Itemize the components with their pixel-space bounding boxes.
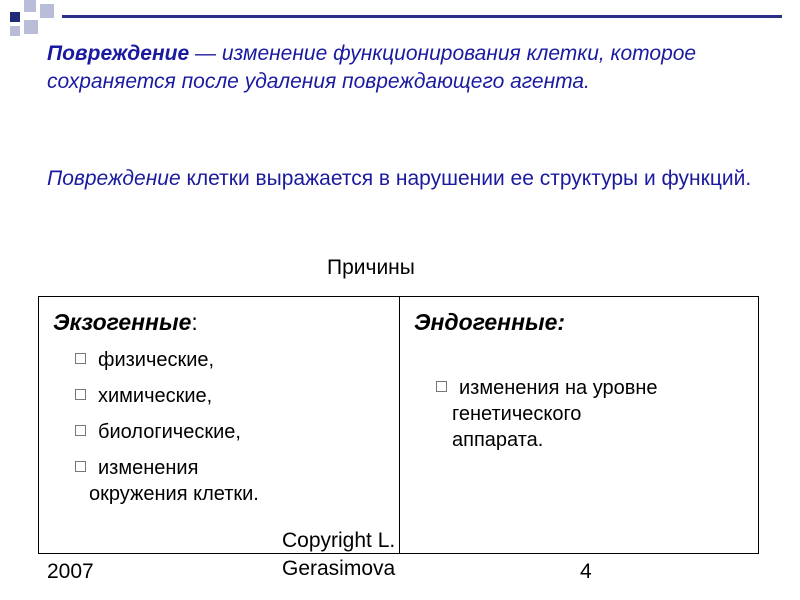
exogenous-column xyxy=(39,297,400,553)
footer-year: 2007 xyxy=(47,560,94,583)
list-item xyxy=(75,455,259,507)
footer-copyright xyxy=(282,527,395,583)
exogenous-heading-colon: : xyxy=(191,309,198,335)
causes-title: Причины xyxy=(327,256,415,279)
endogenous-column xyxy=(400,297,758,553)
list-item xyxy=(75,347,259,373)
endogenous-list xyxy=(436,375,736,463)
exogenous-heading xyxy=(53,309,198,336)
expression-paragraph xyxy=(47,165,767,193)
exogenous-list xyxy=(75,347,259,517)
causes-table xyxy=(38,296,759,554)
deco-square xyxy=(10,12,20,22)
expression-text: клетки выражается в нарушении ее структуры и функций. xyxy=(180,167,752,190)
deco-square xyxy=(10,26,20,36)
list-item xyxy=(436,375,736,453)
square-bullet-icon xyxy=(75,389,86,400)
square-bullet-icon xyxy=(436,381,447,392)
exogenous-heading-text: Экзогенные xyxy=(53,309,192,335)
definition-term: Повреждение xyxy=(47,42,190,65)
deco-square xyxy=(40,4,54,18)
expression-term: Повреждение xyxy=(47,167,181,190)
page-number: 4 xyxy=(580,560,592,583)
deco-square xyxy=(24,0,36,12)
list-item-text: изменения xyxy=(98,457,199,479)
square-bullet-icon xyxy=(75,353,86,364)
list-item-text-continuation: генетического xyxy=(452,403,582,425)
list-item-text: биологические, xyxy=(98,421,241,443)
list-item-text: физические, xyxy=(98,349,215,371)
list-item xyxy=(75,419,259,445)
list-item-text-continuation: аппарата. xyxy=(452,429,544,451)
list-item-text-continuation: окружения клетки. xyxy=(89,483,259,505)
square-bullet-icon xyxy=(75,425,86,436)
definition-paragraph xyxy=(47,40,767,96)
list-item xyxy=(75,383,259,409)
deco-square xyxy=(24,20,38,34)
square-bullet-icon xyxy=(75,461,86,472)
endogenous-heading: Эндогенные: xyxy=(414,309,566,335)
copyright-line: Copyright L. xyxy=(282,529,396,552)
copyright-line: Gerasimova xyxy=(282,557,396,580)
list-item-text: химические, xyxy=(98,385,213,407)
definition-text: — изменение функционирования клетки, которое сохраняется после удаления повреждающего агента. xyxy=(47,42,697,93)
list-item-text: изменения на уровне xyxy=(459,377,658,399)
header-line xyxy=(62,15,782,18)
